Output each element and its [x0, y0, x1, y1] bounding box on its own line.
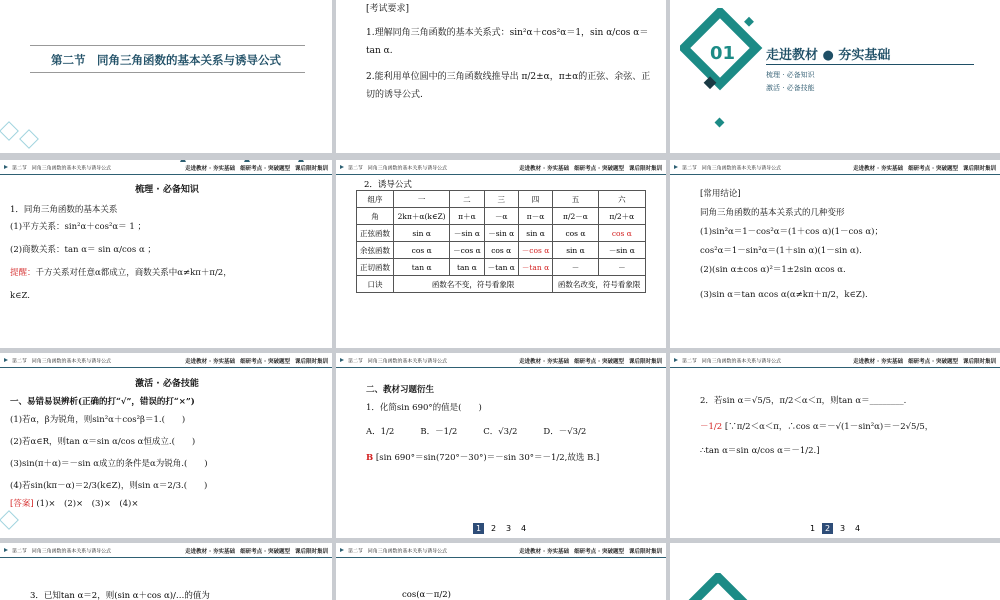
slide-2[interactable] [336, 0, 666, 153]
nav-tab-2[interactable]: 细研考点 · 突破题型 [574, 549, 624, 555]
option-c[interactable]: C．√3/2 [483, 427, 518, 437]
nav-tab-3[interactable]: 课后限时集训 [628, 359, 662, 365]
answer-label: [答案] [10, 499, 34, 509]
table-cell: cos α [394, 242, 450, 259]
slide-7[interactable] [0, 353, 332, 538]
header-title: 第二节 同角三角函数的基本关系与诱导公式 [12, 358, 112, 365]
nav-tab-3[interactable]: 课后限时集训 [294, 166, 328, 172]
slide-header [336, 353, 666, 368]
question-text: 3．已知tan α＝2，则(sin α＋cos α)/…的值为 [30, 591, 210, 600]
text-line: (1)若α，β为锐角，则sin²α＋cos²β＝1.( ) [10, 415, 186, 425]
pager [336, 523, 666, 534]
slide-header [670, 353, 1000, 368]
section-number: 01 [710, 43, 736, 64]
text-line: (2)(sin α±cos α)²＝1±2sin αcos α. [700, 265, 846, 275]
subheading: 1．同角三角函数的基本关系 [10, 205, 118, 215]
question-text: cos(α－π/2) [402, 590, 451, 600]
nav-tab-3[interactable]: 课后限时集训 [962, 166, 996, 172]
text-line: (4)若sin(kπ－α)＝2/3(k∈Z)，则sin α＝2/3.( ) [10, 481, 208, 491]
text-line: cos²α＝1－sin²α＝(1＋sin α)(1－sin α). [700, 246, 862, 256]
divider [30, 72, 305, 73]
nav-tab-1[interactable]: 走进教材 · 夯实基础 [185, 166, 236, 172]
subheading: 二、教材习题衍生 [366, 385, 435, 395]
section-sub-2[interactable]: 激活 · 必备技能 [766, 84, 815, 92]
table-cell: cos α [484, 242, 518, 259]
question-text: 2．若sin α＝√5/5，π/2＜α＜π，则tan α＝________. [700, 396, 907, 406]
table-cell: π/2＋α [598, 208, 645, 225]
exam-req-1: 1.理解同角三角函数的基本关系式：sin²α＋cos²α＝1，sin α/cos α＝tan α. [366, 28, 649, 56]
table-cell: π－α [518, 208, 552, 225]
logo-diamond-icon [678, 573, 758, 600]
nav-tab-2[interactable]: 细研考点 · 突破题型 [240, 549, 290, 555]
header-title: 第二节 同角三角函数的基本关系与诱导公式 [348, 165, 448, 172]
nav-tab-3[interactable]: 课后限时集训 [962, 359, 996, 365]
table-cell: －sin α [598, 242, 645, 259]
slide-header [0, 353, 332, 368]
question-text: 1．化简sin 690°的值是( ) [366, 403, 482, 413]
page-4-button[interactable]: 4 [520, 524, 527, 533]
slide-5[interactable] [336, 160, 666, 348]
table-cell: π/2－α [553, 208, 598, 225]
nav-tab-2[interactable]: 细研考点 · 突破题型 [574, 166, 624, 172]
header-title: 第二节 同角三角函数的基本关系与诱导公式 [682, 358, 782, 365]
nav-tab-1[interactable]: 走进教材 · 夯实基础 [185, 359, 236, 365]
header-title: 第二节 同角三角函数的基本关系与诱导公式 [348, 548, 448, 555]
section-heading: 梳理 · 必备知识 [135, 185, 199, 195]
nav-tab-1[interactable]: 走进教材 · 夯实基础 [853, 166, 904, 172]
table-cell: －sin α [484, 225, 518, 242]
table-cell: π＋α [450, 208, 484, 225]
diamond-deco-icon [715, 118, 725, 128]
text-line: (2)若α∈R，则tan α＝sin α/cos α恒成立.( ) [10, 437, 196, 447]
diamond-deco-icon [0, 510, 19, 530]
slide-header [0, 160, 332, 175]
nav-tab-2[interactable]: 细研考点 · 突破题型 [908, 166, 958, 172]
table-cell: 余弦函数 [357, 242, 394, 259]
solution-text: ∴tan α＝sin α/cos α＝－1/2.] [700, 446, 820, 456]
divider [766, 64, 974, 65]
page-2-button[interactable]: 2 [490, 524, 497, 533]
slide-1-title: 第二节 同角三角函数的基本关系与诱导公式 [51, 53, 281, 67]
slide-11[interactable] [336, 543, 666, 600]
text-line: 同角三角函数的基本关系式的几种变形 [700, 208, 845, 218]
table-cell: 函数名不变，符号看象限 [394, 276, 553, 293]
text-line: (3)sin α＝tan αcos α(α≠kπ＋π/2，k∈Z). [700, 290, 868, 300]
table-cell: － [553, 259, 598, 276]
solution-text: [sin 690°＝sin(720°－30°)＝－sin 30°＝－1/2,故选 B.] [375, 453, 600, 463]
nav-tab-3[interactable]: 课后限时集训 [628, 549, 662, 555]
table-head: 组序 [357, 191, 394, 208]
table-cell: －α [484, 208, 518, 225]
table-cell: cos α [553, 225, 598, 242]
nav-tab-2[interactable]: 细研考点 · 突破题型 [574, 359, 624, 365]
nav-tab-1[interactable]: 走进教材 · 夯实基础 [185, 549, 236, 555]
slide-10[interactable] [0, 543, 332, 600]
subheading: [常用结论] [700, 189, 741, 199]
divider [30, 45, 305, 46]
slide-12[interactable] [670, 543, 1000, 600]
nav-tab-2[interactable]: 细研考点 · 突破题型 [240, 166, 290, 172]
table-cell: －cos α [450, 242, 484, 259]
nav-tab-1[interactable]: 走进教材 · 夯实基础 [519, 166, 570, 172]
option-a[interactable]: A．1/2 [366, 427, 395, 437]
nav-tab-1[interactable]: 走进教材 · 夯实基础 [519, 549, 570, 555]
exam-req-heading: [考试要求] [366, 4, 410, 14]
page-1-button[interactable]: 1 [809, 524, 816, 533]
section-heading: 激活 · 必备技能 [135, 379, 199, 389]
slide-3[interactable] [670, 0, 1000, 153]
page-1-button[interactable]: 1 [473, 523, 484, 534]
answer-text: (1)× (2)× (3)× (4)× [36, 499, 139, 509]
nav-tab-1[interactable]: 走进教材 · 夯实基础 [853, 359, 904, 365]
table-cell: sin α [394, 225, 450, 242]
nav-tab-2[interactable]: 细研考点 · 突破题型 [240, 359, 290, 365]
page-4-button[interactable]: 4 [854, 524, 861, 533]
option-d[interactable]: D．－√3/2 [543, 427, 587, 437]
slide-9[interactable] [670, 353, 1000, 538]
table-cell: － [598, 259, 645, 276]
table-cell: －sin α [450, 225, 484, 242]
table-cell: sin α [518, 225, 552, 242]
nav-tab-1[interactable]: 走进教材 · 夯实基础 [519, 359, 570, 365]
table-cell: tan α [450, 259, 484, 276]
page-3-button[interactable]: 3 [839, 524, 846, 533]
table-head: 五 [553, 191, 598, 208]
page-2-button[interactable]: 2 [822, 523, 833, 534]
slide-header [336, 543, 666, 558]
table-cell: －tan α [518, 259, 552, 276]
text-line: k∈Z. [10, 291, 30, 301]
header-title: 第二节 同角三角函数的基本关系与诱导公式 [12, 165, 112, 172]
nav-tab-3[interactable]: 课后限时集训 [628, 166, 662, 172]
answer-text: －1/2 [700, 422, 723, 432]
table-cell: 角 [357, 208, 394, 225]
diamond-deco-icon [19, 129, 39, 149]
table-cell: 2kπ＋α(k∈Z) [394, 208, 450, 225]
table-head: 二 [450, 191, 484, 208]
header-title: 第二节 同角三角函数的基本关系与诱导公式 [348, 358, 448, 365]
nav-tab-2[interactable]: 细研考点 · 突破题型 [908, 359, 958, 365]
slide-6[interactable] [670, 160, 1000, 348]
slide-8[interactable] [336, 353, 666, 538]
nav-tab-3[interactable]: 课后限时集训 [294, 549, 328, 555]
table-cell: 正切函数 [357, 259, 394, 276]
table-cell: cos α [598, 225, 645, 242]
table-title: 2．诱导公式 [364, 180, 412, 190]
header-title: 第二节 同角三角函数的基本关系与诱导公式 [12, 548, 112, 555]
nav-tab-3[interactable]: 课后限时集训 [294, 359, 328, 365]
subheading: 一、易错易误辨析(正确的打“√”，错误的打“×”) [10, 397, 195, 407]
exam-req-2: 2.能利用单位圆中的三角函数线推导出 π/2±α，π±α的正弦、余弦、正切的诱导公式. [366, 72, 651, 100]
induction-table [356, 190, 646, 293]
table-cell: 正弦函数 [357, 225, 394, 242]
option-b[interactable]: B．－1/2 [420, 427, 458, 437]
pager [670, 523, 1000, 534]
slide-4[interactable] [0, 160, 332, 348]
table-head: 四 [518, 191, 552, 208]
table-cell: －cos α [518, 242, 552, 259]
page-3-button[interactable]: 3 [505, 524, 512, 533]
answer-letter: B [366, 453, 374, 463]
slide-header [670, 160, 1000, 175]
text-line: (3)sin(π＋α)＝－sin α成立的条件是α为锐角.( ) [10, 459, 208, 469]
text-line: (1)平方关系：sin²α＋cos²α＝ 1 ； [10, 222, 146, 232]
text-line: (2)商数关系：tan α＝ sin α/cos α ； [10, 245, 156, 255]
slide-header [336, 160, 666, 175]
slide-1[interactable] [0, 0, 332, 153]
table-head: 三 [484, 191, 518, 208]
table-cell: 函数名改变，符号看象限 [553, 276, 646, 293]
text-line: 千方关系对任意α都成立，商数关系中α≠kπ＋π/2， [35, 268, 232, 278]
solution-text: [∵π/2＜α＜π，∴cos α＝－√(1－sin²α)＝－2√5/5， [724, 422, 934, 432]
table-head: 六 [598, 191, 645, 208]
reminder-label: 提醒： [10, 268, 36, 278]
table-cell: tan α [394, 259, 450, 276]
table-cell: sin α [553, 242, 598, 259]
table-cell: －tan α [484, 259, 518, 276]
section-sub-1[interactable]: 梳理 · 必备知识 [766, 71, 815, 79]
text-line: (1)sin²α＝1－cos²α＝(1＋cos α)(1－cos α)； [700, 227, 883, 237]
header-title: 第二节 同角三角函数的基本关系与诱导公式 [682, 165, 782, 172]
diamond-deco-icon [0, 121, 19, 141]
slide-header [0, 543, 332, 558]
section-title: 走进教材 ● 夯实基础 [766, 48, 891, 63]
table-head: 一 [394, 191, 450, 208]
table-cell: 口诀 [357, 276, 394, 293]
